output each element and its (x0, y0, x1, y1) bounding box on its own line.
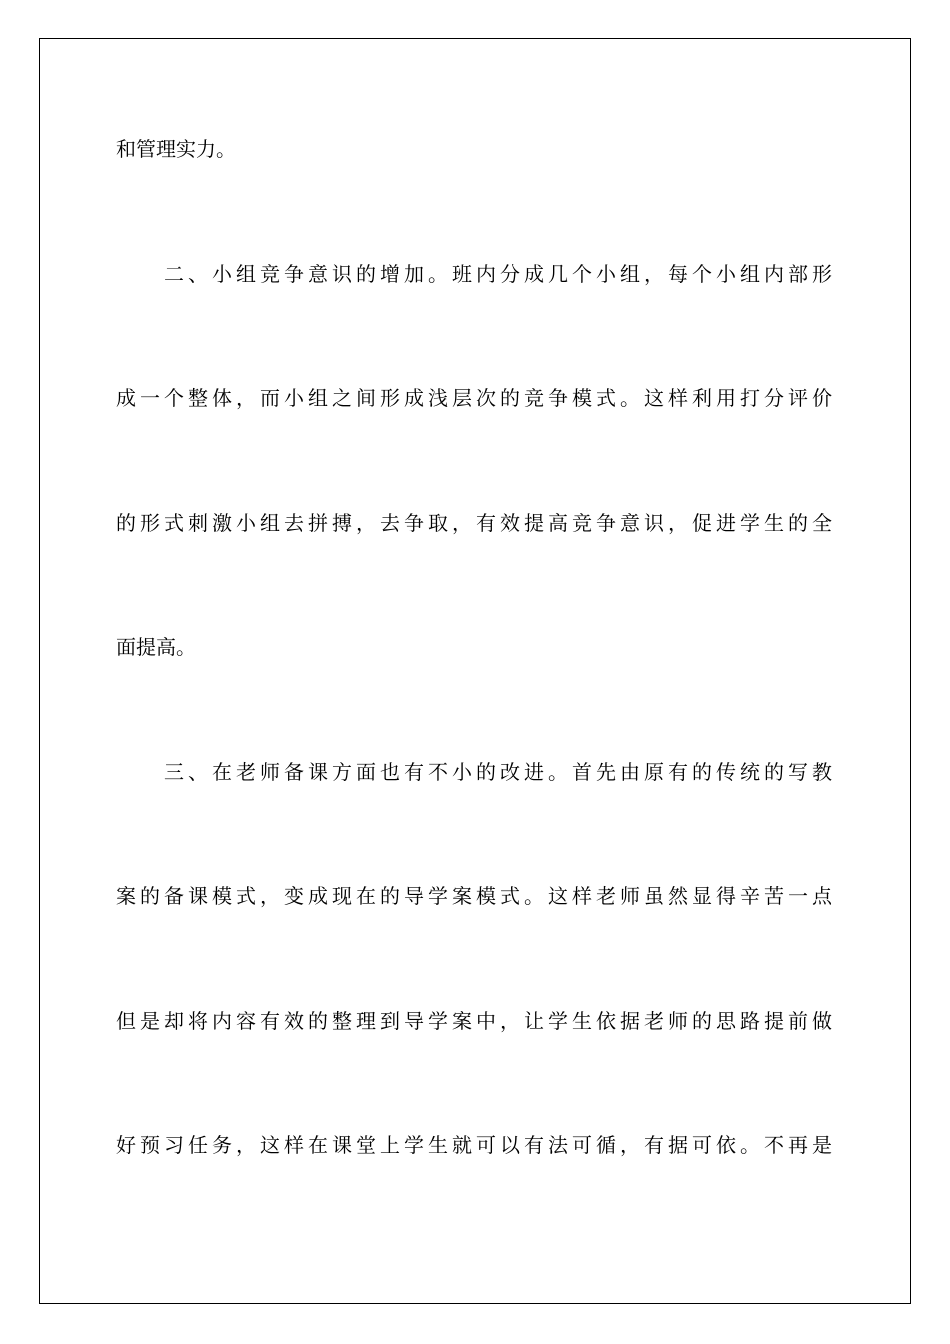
text-line: 案的备课模式，变成现在的导学案模式。这样老师虽然显得辛苦一点 (116, 884, 832, 908)
text-line: 好预习任务，这样在课堂上学生就可以有法可循，有据可依。不再是 (116, 1133, 832, 1157)
text-line: 但是却将内容有效的整理到导学案中，让学生依据老师的思路提前做 (116, 1009, 832, 1033)
text-line: 的形式刺激小组去拼搏，去争取，有效提高竞争意识，促进学生的全 (116, 511, 832, 535)
text-line: 和管理实力。 (116, 137, 236, 161)
text-line: 二、小组竞争意识的增加。班内分成几个小组，每个小组内部形 (164, 262, 832, 286)
text-line: 面提高。 (116, 635, 196, 659)
page-border (39, 38, 911, 1304)
text-line: 成一个整体，而小组之间形成浅层次的竞争模式。这样利用打分评价 (116, 386, 832, 410)
text-line: 三、在老师备课方面也有不小的改进。首先由原有的传统的写教 (164, 760, 832, 784)
